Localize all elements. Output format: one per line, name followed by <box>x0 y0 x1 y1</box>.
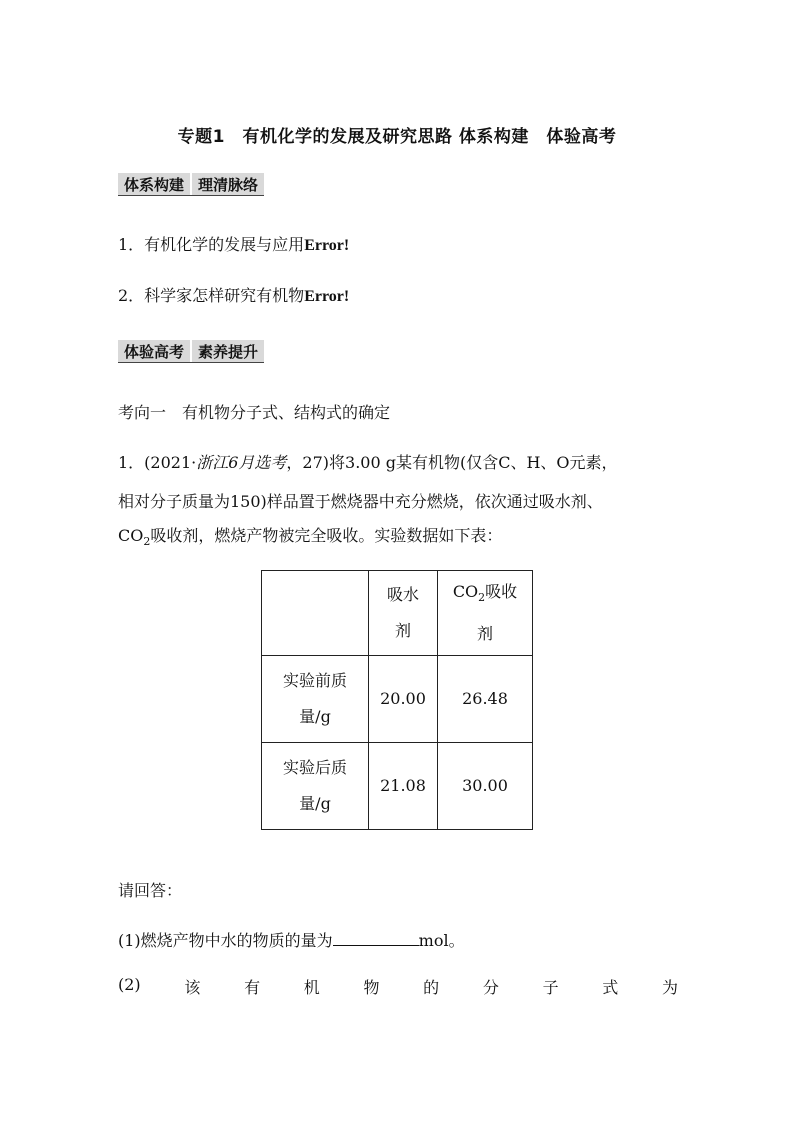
list-item <box>118 283 349 306</box>
section-badge-structure <box>118 173 264 196</box>
table-cell: 30.00 <box>438 743 533 830</box>
page-title: 专题1 有机化学的发展及研究思路 体系构建 体验高考 <box>177 127 617 147</box>
table-cell: 26.48 <box>438 656 533 743</box>
table-row <box>262 656 533 743</box>
question-1: (1)燃烧产物中水的物质的量为 mol。 <box>118 931 465 950</box>
table-cell-empty <box>262 571 369 656</box>
table-cell: 21.08 <box>369 743 438 830</box>
answer-intro: 请回答： <box>118 881 183 900</box>
table-row-label: 实验前质 量/g <box>262 656 369 743</box>
list-item <box>118 232 349 255</box>
answer-blank[interactable] <box>333 931 419 946</box>
table-header-cell: 吸水 剂 <box>369 571 438 656</box>
table-row <box>262 743 533 830</box>
badge-right: 理清脉络 <box>192 173 264 195</box>
question-line-2: 相对分子质量为150)样品置于燃烧器中充分燃烧，依次通过吸水剂、 <box>118 492 603 511</box>
item-text: 1．有机化学的发展与应用 <box>118 235 305 254</box>
error-text: Error! <box>304 237 350 254</box>
question-line-3: $CO_2$吸收剂，燃烧产物被完全吸收。实验数据如下表： <box>118 526 503 549</box>
direction-heading: 考向一 有机物分子式、结构式的确定 <box>118 403 391 422</box>
table-row <box>262 571 533 656</box>
experiment-table <box>261 570 533 830</box>
question-line-1: 1．(2021·浙江6月选考，27)将3.00 g某有机物(仅含C、H、O元素， <box>118 453 618 472</box>
question-2: (2) 该 有 机 物 的 分 子 式 为 <box>118 975 678 997</box>
item-text: 2．科学家怎样研究有机物 <box>118 286 305 305</box>
table-header-cell: $CO_2$吸收 剂 <box>438 571 533 656</box>
badge-left: 体系构建 <box>118 173 192 195</box>
section-badge-exam <box>118 340 264 363</box>
error-text: Error! <box>304 288 350 305</box>
table-row-label: 实验后质 量/g <box>262 743 369 830</box>
badge-left: 体验高考 <box>118 340 192 362</box>
question-source: 浙江6月选考 <box>196 453 287 472</box>
badge-right: 素养提升 <box>192 340 264 362</box>
table-cell: 20.00 <box>369 656 438 743</box>
